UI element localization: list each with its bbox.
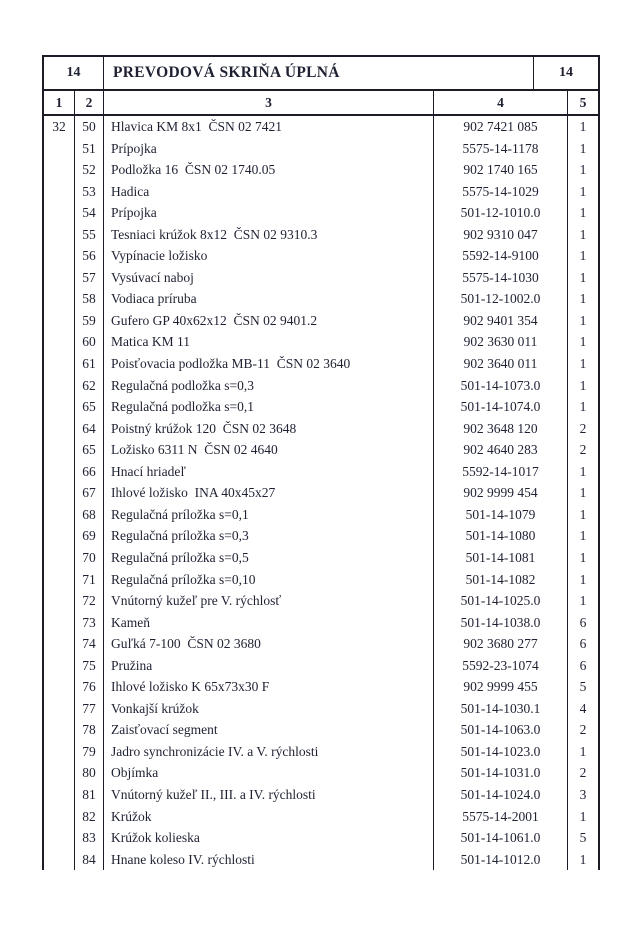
- name-cell: Ihlové ložisko K 65x73x30 F: [103, 676, 433, 698]
- pos-cell: 72: [74, 590, 103, 612]
- part-no-cell: 501-14-1031.0: [433, 762, 567, 784]
- name-cell: Prípojka: [103, 138, 433, 160]
- name-cell: Regulačná príložka s=0,1: [103, 504, 433, 526]
- pos-cell: 77: [74, 698, 103, 720]
- table-row: [44, 633, 598, 655]
- table-row: [44, 482, 598, 504]
- pos-cell: 83: [74, 827, 103, 849]
- part-no-cell: 5575-14-2001: [433, 806, 567, 828]
- pos-cell: 74: [74, 633, 103, 655]
- table-row: [44, 784, 598, 806]
- name-cell: Kameň: [103, 612, 433, 634]
- table-row: [44, 224, 598, 246]
- pos-cell: 81: [74, 784, 103, 806]
- pos-cell: 75: [74, 655, 103, 677]
- group-cell: 32: [52, 119, 66, 135]
- pos-cell: 64: [74, 418, 103, 440]
- pos-cell: 71: [74, 568, 103, 590]
- table-row: [44, 418, 598, 440]
- name-cell: Hnací hriadeľ: [103, 461, 433, 483]
- qty-cell: 1: [567, 590, 598, 612]
- qty-cell: 6: [567, 655, 598, 677]
- part-no-cell: 902 9401 354: [433, 310, 567, 332]
- pos-cell: 60: [74, 331, 103, 353]
- table-row: [44, 439, 598, 461]
- table-row: [44, 245, 598, 267]
- group-cell: [44, 849, 74, 871]
- name-cell: Guľká 7-100 ČSN 02 3680: [103, 633, 433, 655]
- qty-cell: 1: [567, 482, 598, 504]
- group-cell: [44, 698, 74, 720]
- column-header-1: 1: [55, 94, 63, 110]
- table-row: [44, 288, 598, 310]
- table-row: [44, 827, 598, 849]
- part-no-cell: 902 3680 277: [433, 633, 567, 655]
- name-cell: Pružina: [103, 655, 433, 677]
- part-no-cell: 902 3648 120: [433, 418, 567, 440]
- qty-cell: 1: [567, 741, 598, 763]
- name-cell: Gufero GP 40x62x12 ČSN 02 9401.2: [103, 310, 433, 332]
- part-no-cell: 902 3640 011: [433, 353, 567, 375]
- table-row: [44, 159, 598, 181]
- part-no-cell: 501-14-1079: [433, 504, 567, 526]
- qty-cell: 1: [567, 375, 598, 397]
- table-row: [44, 138, 598, 160]
- name-cell: Prípojka: [103, 202, 433, 224]
- group-cell: [44, 741, 74, 763]
- part-no-cell: 501-14-1073.0: [433, 375, 567, 397]
- group-cell: [44, 461, 74, 483]
- group-cell: [44, 396, 74, 418]
- sheet-number-right: 14: [533, 57, 598, 89]
- qty-cell: 1: [567, 224, 598, 246]
- group-cell: [44, 525, 74, 547]
- name-cell: Jadro synchronizácie IV. a V. rýchlosti: [103, 741, 433, 763]
- name-cell: Vodiaca príruba: [103, 288, 433, 310]
- parts-table: [42, 55, 600, 870]
- name-cell: Regulačná podložka s=0,3: [103, 375, 433, 397]
- qty-cell: 1: [567, 267, 598, 289]
- table-row: [44, 461, 598, 483]
- pos-cell: 76: [74, 676, 103, 698]
- qty-cell: 1: [567, 806, 598, 828]
- part-no-cell: 5575-14-1178: [433, 138, 567, 160]
- table-row: [44, 547, 598, 569]
- group-cell: [44, 439, 74, 461]
- name-cell: Hnane koleso IV. rýchlosti: [103, 849, 433, 871]
- table-row: [44, 331, 598, 353]
- part-no-cell: 501-12-1010.0: [433, 202, 567, 224]
- qty-cell: 6: [567, 633, 598, 655]
- qty-cell: 2: [567, 762, 598, 784]
- part-no-cell: 902 1740 165: [433, 159, 567, 181]
- name-cell: Krúžok: [103, 806, 433, 828]
- table-row: [44, 504, 598, 526]
- table-row: [44, 655, 598, 677]
- table-row: [44, 676, 598, 698]
- pos-cell: 65: [74, 396, 103, 418]
- part-no-cell: 5575-14-1030: [433, 267, 567, 289]
- qty-cell: 1: [567, 245, 598, 267]
- pos-cell: 56: [74, 245, 103, 267]
- name-cell: Ihlové ložisko INA 40x45x27: [103, 482, 433, 504]
- column-header-4: 4: [433, 91, 567, 114]
- table-row: [44, 310, 598, 332]
- group-cell: [44, 719, 74, 741]
- pos-cell: 73: [74, 612, 103, 634]
- part-no-cell: 902 9999 455: [433, 676, 567, 698]
- qty-cell: 1: [567, 504, 598, 526]
- qty-cell: 1: [567, 288, 598, 310]
- qty-cell: 2: [567, 418, 598, 440]
- table-row: [44, 698, 598, 720]
- qty-cell: 6: [567, 612, 598, 634]
- pos-cell: 70: [74, 547, 103, 569]
- pos-cell: 59: [74, 310, 103, 332]
- qty-cell: 1: [567, 568, 598, 590]
- group-cell: [44, 159, 74, 181]
- pos-cell: 84: [74, 849, 103, 871]
- group-cell: [44, 418, 74, 440]
- part-no-cell: 902 3630 011: [433, 331, 567, 353]
- name-cell: Vonkajší krúžok: [103, 698, 433, 720]
- group-cell: [44, 138, 74, 160]
- qty-cell: 1: [567, 353, 598, 375]
- column-header-row: [44, 91, 598, 116]
- qty-cell: 5: [567, 827, 598, 849]
- group-cell: [44, 547, 74, 569]
- group-cell: [44, 568, 74, 590]
- qty-cell: 1: [567, 547, 598, 569]
- qty-cell: 3: [567, 784, 598, 806]
- group-cell: [44, 353, 74, 375]
- table-row: [44, 267, 598, 289]
- part-no-cell: 501-14-1030.1: [433, 698, 567, 720]
- qty-cell: 1: [567, 396, 598, 418]
- pos-cell: 51: [74, 138, 103, 160]
- name-cell: Poisťovacia podložka MB-11 ČSN 02 3640: [103, 353, 433, 375]
- name-cell: Vysúvací naboj: [103, 267, 433, 289]
- part-no-cell: 902 4640 283: [433, 439, 567, 461]
- part-no-cell: 501-14-1080: [433, 525, 567, 547]
- part-no-cell: 501-14-1074.0: [433, 396, 567, 418]
- group-cell: [44, 612, 74, 634]
- table-row: [44, 181, 598, 203]
- table-row: [44, 590, 598, 612]
- group-cell: [44, 806, 74, 828]
- name-cell: Regulačná príložka s=0,10: [103, 568, 433, 590]
- name-cell: Hlavica KM 8x1 ČSN 02 7421: [103, 116, 433, 138]
- qty-cell: 2: [567, 719, 598, 741]
- pos-cell: 54: [74, 202, 103, 224]
- table-title: PREVODOVÁ SKRIŇA ÚPLNÁ: [103, 57, 533, 89]
- table-row: [44, 116, 598, 138]
- pos-cell: 69: [74, 525, 103, 547]
- part-no-cell: 501-14-1024.0: [433, 784, 567, 806]
- group-cell: [44, 224, 74, 246]
- qty-cell: 1: [567, 138, 598, 160]
- part-no-cell: 5575-14-1029: [433, 181, 567, 203]
- pos-cell: 62: [74, 375, 103, 397]
- part-no-cell: 5592-23-1074: [433, 655, 567, 677]
- name-cell: Ložisko 6311 N ČSN 02 4640: [103, 439, 433, 461]
- qty-cell: 2: [567, 439, 598, 461]
- name-cell: Regulačná príložka s=0,3: [103, 525, 433, 547]
- pos-cell: 78: [74, 719, 103, 741]
- part-no-cell: 501-12-1002.0: [433, 288, 567, 310]
- group-cell: [44, 288, 74, 310]
- group-cell: [44, 762, 74, 784]
- name-cell: Regulačná podložka s=0,1: [103, 396, 433, 418]
- pos-cell: 66: [74, 461, 103, 483]
- table-row: [44, 849, 598, 871]
- group-cell: [44, 827, 74, 849]
- table-row: [44, 568, 598, 590]
- group-cell: [44, 245, 74, 267]
- name-cell: Vnútorný kužeľ II., III. a IV. rýchlosti: [103, 784, 433, 806]
- name-cell: Vypínacie ložisko: [103, 245, 433, 267]
- table-row: [44, 612, 598, 634]
- name-cell: Regulačná príložka s=0,5: [103, 547, 433, 569]
- qty-cell: 4: [567, 698, 598, 720]
- pos-cell: 53: [74, 181, 103, 203]
- part-no-cell: 5592-14-9100: [433, 245, 567, 267]
- part-no-cell: 5592-14-1017: [433, 461, 567, 483]
- pos-cell: 79: [74, 741, 103, 763]
- qty-cell: 1: [567, 181, 598, 203]
- group-cell: [44, 181, 74, 203]
- table-row: [44, 396, 598, 418]
- name-cell: Objímka: [103, 762, 433, 784]
- pos-cell: 61: [74, 353, 103, 375]
- name-cell: Zaisťovací segment: [103, 719, 433, 741]
- name-cell: Krúžok kolieska: [103, 827, 433, 849]
- sheet-number-left: 14: [66, 65, 81, 80]
- qty-cell: 1: [567, 116, 598, 138]
- name-cell: Tesniaci krúžok 8x12 ČSN 02 9310.3: [103, 224, 433, 246]
- table-row: [44, 762, 598, 784]
- part-no-cell: 501-14-1081: [433, 547, 567, 569]
- group-cell: [44, 504, 74, 526]
- part-no-cell: 501-14-1025.0: [433, 590, 567, 612]
- group-cell: [44, 784, 74, 806]
- pos-cell: 80: [74, 762, 103, 784]
- table-row: [44, 719, 598, 741]
- group-cell: [44, 331, 74, 353]
- part-no-cell: 501-14-1023.0: [433, 741, 567, 763]
- group-cell: [44, 482, 74, 504]
- part-no-cell: 501-14-1038.0: [433, 612, 567, 634]
- pos-cell: 50: [74, 116, 103, 138]
- pos-cell: 52: [74, 159, 103, 181]
- column-header-3: 3: [103, 91, 433, 114]
- part-no-cell: 501-14-1012.0: [433, 849, 567, 871]
- part-no-cell: 501-14-1063.0: [433, 719, 567, 741]
- qty-cell: 1: [567, 202, 598, 224]
- part-no-cell: 501-14-1082: [433, 568, 567, 590]
- qty-cell: 1: [567, 525, 598, 547]
- table-row: [44, 806, 598, 828]
- column-header-2: 2: [74, 91, 103, 114]
- part-no-cell: 902 9999 454: [433, 482, 567, 504]
- name-cell: Matica KM 11: [103, 331, 433, 353]
- table-row: [44, 353, 598, 375]
- part-no-cell: 902 7421 085: [433, 116, 567, 138]
- column-header-5: 5: [567, 91, 598, 114]
- qty-cell: 1: [567, 849, 598, 871]
- table-body: [44, 116, 598, 870]
- group-cell: [44, 267, 74, 289]
- pos-cell: 55: [74, 224, 103, 246]
- part-no-cell: 902 9310 047: [433, 224, 567, 246]
- group-cell: [44, 633, 74, 655]
- table-title-row: [44, 55, 598, 91]
- pos-cell: 67: [74, 482, 103, 504]
- table-row: [44, 375, 598, 397]
- table-row: [44, 525, 598, 547]
- qty-cell: 1: [567, 331, 598, 353]
- qty-cell: 1: [567, 159, 598, 181]
- name-cell: Poistný krúžok 120 ČSN 02 3648: [103, 418, 433, 440]
- group-cell: [44, 590, 74, 612]
- group-cell: [44, 202, 74, 224]
- pos-cell: 57: [74, 267, 103, 289]
- qty-cell: 1: [567, 461, 598, 483]
- name-cell: Hadica: [103, 181, 433, 203]
- name-cell: Vnútorný kužeľ pre V. rýchlosť: [103, 590, 433, 612]
- pos-cell: 68: [74, 504, 103, 526]
- name-cell: Podložka 16 ČSN 02 1740.05: [103, 159, 433, 181]
- qty-cell: 1: [567, 310, 598, 332]
- qty-cell: 5: [567, 676, 598, 698]
- group-cell: [44, 655, 74, 677]
- table-row: [44, 202, 598, 224]
- pos-cell: 65: [74, 439, 103, 461]
- pos-cell: 82: [74, 806, 103, 828]
- group-cell: [44, 375, 74, 397]
- group-cell: [44, 676, 74, 698]
- table-row: [44, 741, 598, 763]
- part-no-cell: 501-14-1061.0: [433, 827, 567, 849]
- pos-cell: 58: [74, 288, 103, 310]
- group-cell: [44, 310, 74, 332]
